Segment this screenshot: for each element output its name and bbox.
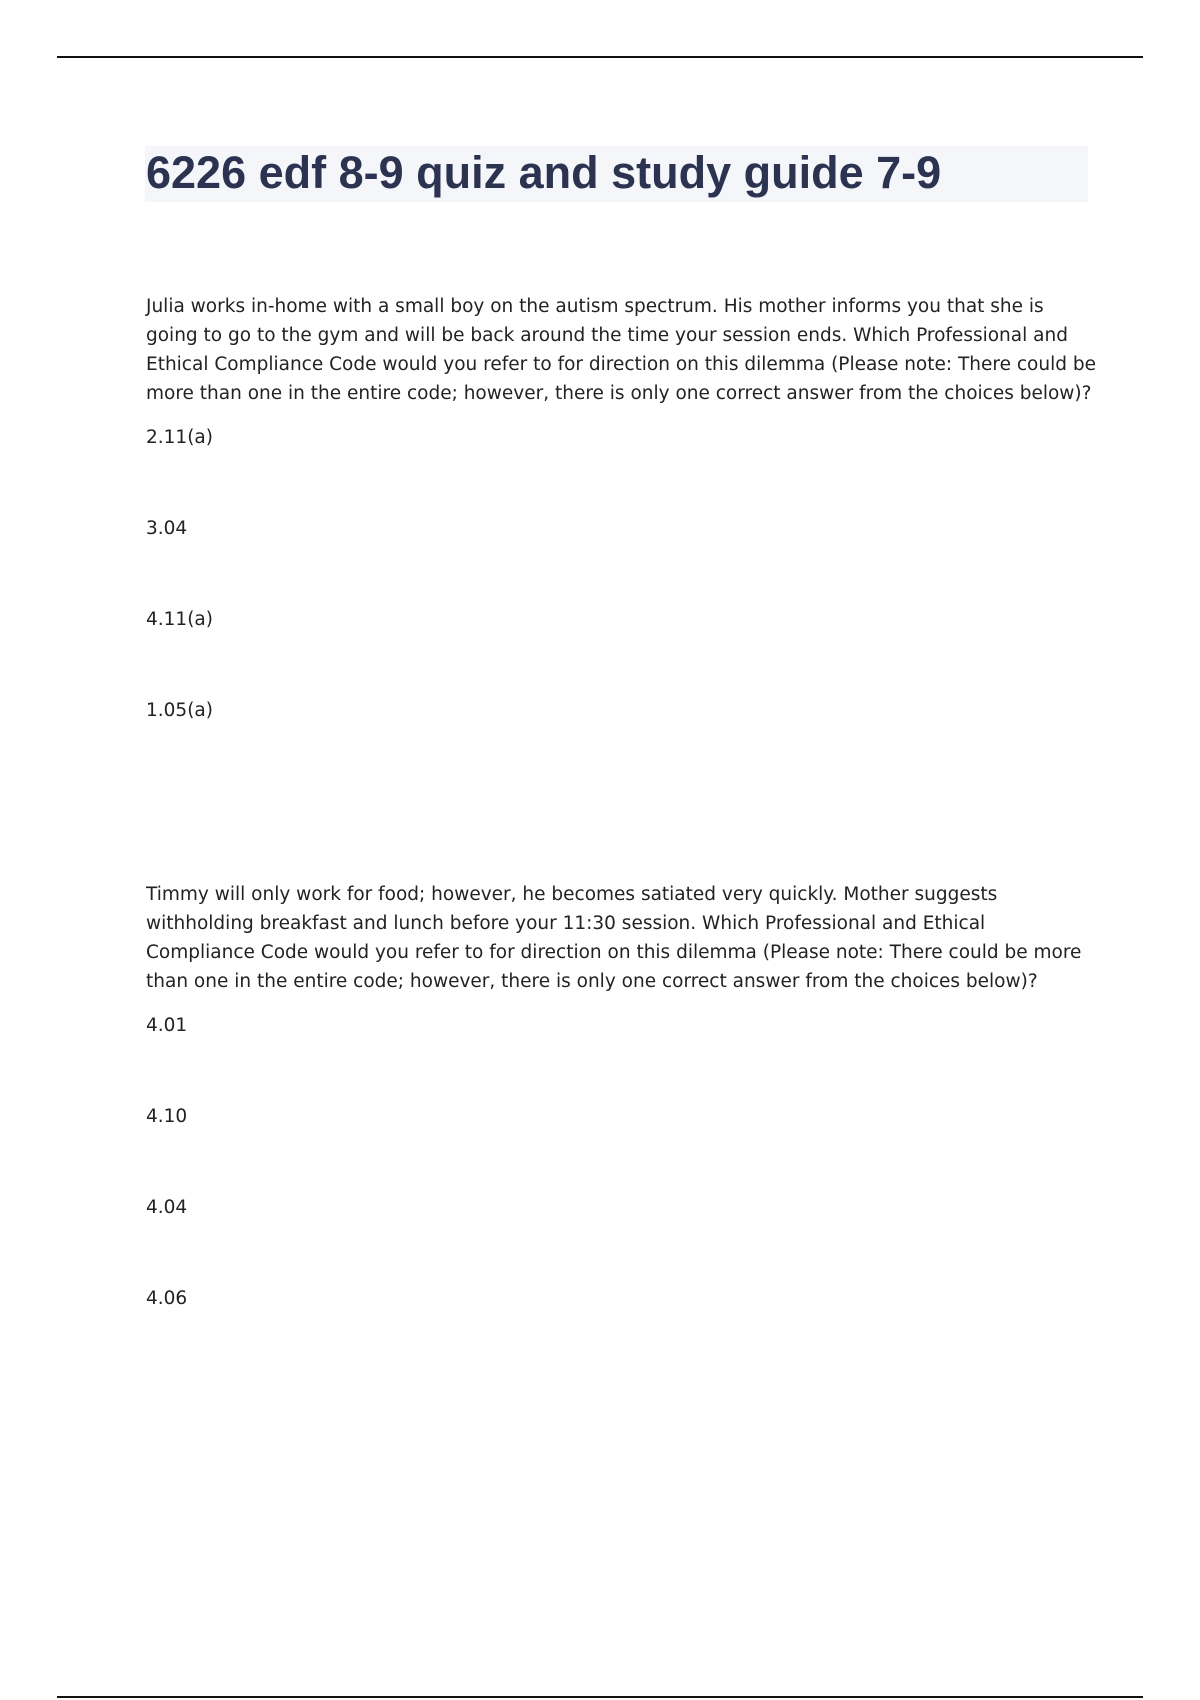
question-2-choice-1[interactable]: 4.01 [146, 1015, 188, 1036]
question-1-choices [146, 425, 1096, 724]
question-1 [146, 292, 1096, 789]
question-1-choice-2[interactable]: 3.04 [146, 518, 188, 539]
question-2-prompt: Timmy will only work for food; however, he becomes satiated very quickly. Mother suggests withholding breakfast and lunch before your 11:30 session. Which Professional and Ethical Compliance Code would you refer to for direction on this dilemma (Please note: There could be more than one in the entire code; however, there is only one correct answer from the choices below)? [146, 884, 1082, 992]
question-2-choice-4[interactable]: 4.06 [146, 1288, 188, 1309]
question-1-prompt: Julia works in-home with a small boy on the autism spectrum. His mother informs you that she is going to go to the gym and will be back around the time your session ends. Which Professional and Ethical Compliance Code would you refer to for direction on this dilemma (Please note: There could be more than one in the entire code; however, there is only one correct answer from the choices below)? [146, 296, 1096, 404]
page-title: 6226 edf 8-9 quiz and study guide 7-9 [146, 147, 942, 198]
question-1-choice-4[interactable]: 1.05(a) [146, 700, 213, 721]
question-2-choice-3[interactable]: 4.04 [146, 1197, 188, 1218]
top-rule [57, 56, 1143, 58]
question-2-choices [146, 1013, 1096, 1312]
question-2 [146, 880, 1096, 1377]
question-1-choice-1[interactable]: 2.11(a) [146, 427, 213, 448]
question-2-choice-2[interactable]: 4.10 [146, 1106, 188, 1127]
bottom-rule [57, 1696, 1143, 1698]
question-1-choice-3[interactable]: 4.11(a) [146, 609, 213, 630]
